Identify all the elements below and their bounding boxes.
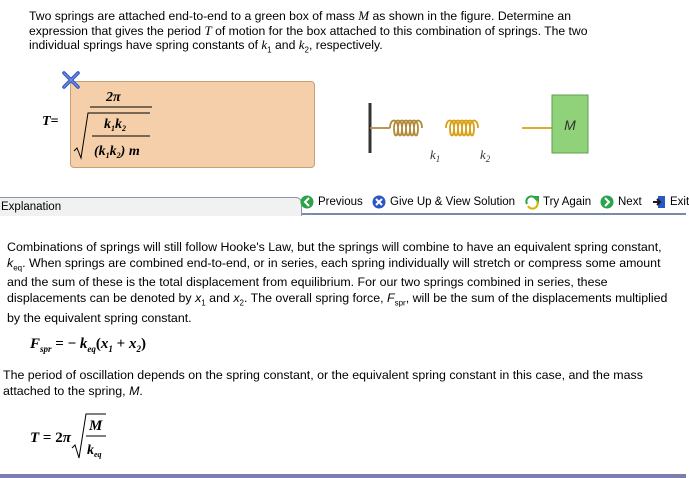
spring-k2: [446, 121, 552, 136]
give-up-icon: [372, 195, 386, 209]
try-again-button[interactable]: Try Again: [525, 194, 591, 210]
k1-label: $k_1$: [430, 147, 441, 164]
give-up-button[interactable]: Give Up & View Solution: [372, 194, 515, 210]
svg-text:M: M: [89, 418, 103, 434]
spring-mass-diagram: [368, 95, 588, 165]
two-pi: 2π: [106, 90, 121, 105]
svg-text:k1k2: $k_1k_2$: [104, 117, 126, 133]
spring-k1: [370, 121, 422, 136]
problem-statement: Two springs are attached end-to-end to a green box of mass M as shown in the figure. Determine an expression that gives the period T of motion for the box attached to this combination of springs. The two individual springs have spring constants of $k_1$ and $k_2$, respectively.: [29, 8, 588, 55]
explanation-paragraph-1: Combinations of springs will still follow Hooke's Law, but the springs will combine to have an equivalent spring constant, $k_{eq}$. When springs are combined end-to-end, or in series, each spring individually will stretch or compress some amount and the sum of these is the total displacement from equilibrium. For our two springs combined in series, these displacements can be denoted by $x_1$ and $x_2$. The overall spring force, $F_{spr}$, will be the sum of the displacements multiplied by the equivalent spring constant.: [7, 240, 668, 325]
equation-spring-force: [26, 330, 186, 360]
previous-button[interactable]: Previous: [300, 194, 363, 210]
incorrect-x-icon: [61, 70, 81, 90]
try-again-icon: [525, 195, 539, 209]
tab-explanation[interactable]: Explanation: [0, 197, 302, 216]
explanation-paragraph-2: The period of oscillation depends on the spring constant, or the equivalent spring constant in this case, and the mass attached to the spring, M.: [3, 368, 643, 398]
svg-text:T = 2π: T = 2π: [30, 430, 71, 446]
svg-text:(k1k2) m: $(k_1k_2)$ m: [94, 144, 140, 160]
bottom-border: [0, 474, 686, 478]
previous-icon: [300, 195, 314, 209]
k2-label: $k_2$: [480, 147, 491, 164]
exit-button[interactable]: Exit: [652, 194, 689, 210]
next-icon: [600, 195, 614, 209]
svg-text:keq: $k_{eq}$: [87, 443, 102, 459]
answer-formula: [66, 84, 166, 164]
equation-period: [26, 410, 146, 466]
exit-icon: [652, 195, 666, 209]
mass-label: M: [564, 117, 576, 133]
svg-text:Fspr = − keq(x1 + x2): $F_{spr}$ = − $k_{eq}(x_1 + x_2)$: [30, 336, 146, 354]
next-button[interactable]: Next: [600, 194, 642, 210]
answer-lhs: T=: [42, 114, 59, 129]
